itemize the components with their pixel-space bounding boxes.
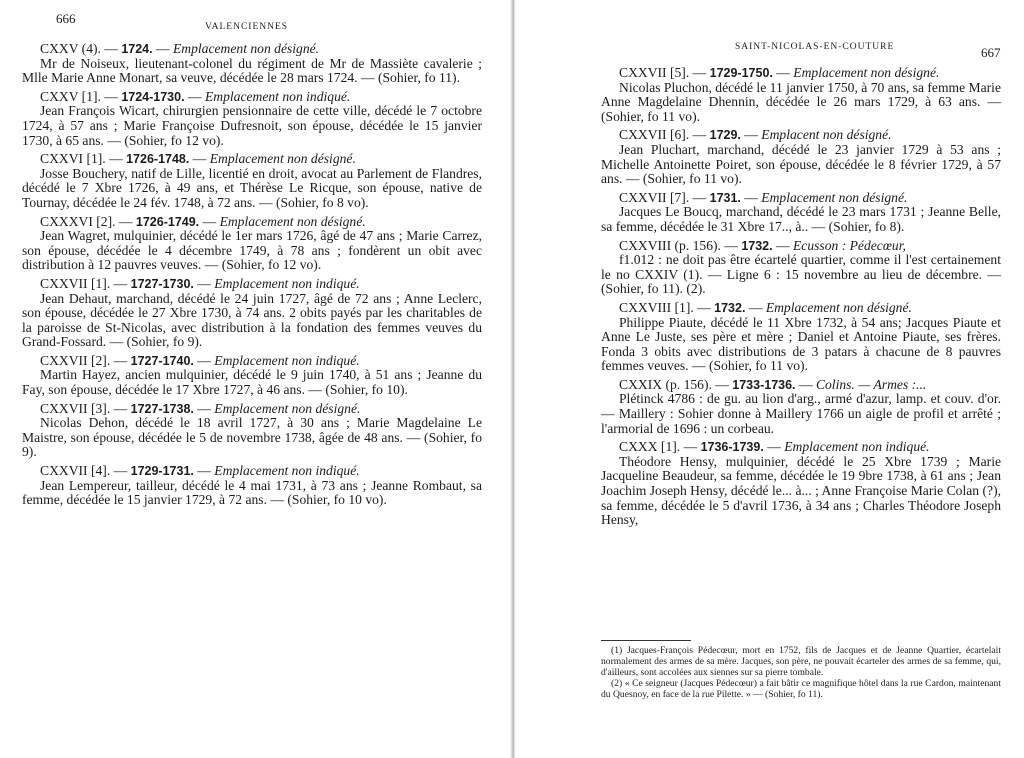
entry-ref: CXXVII [3]. bbox=[40, 400, 111, 416]
entry-date: 1727-1730. bbox=[130, 276, 194, 291]
entry-ref: CXXVI [1]. bbox=[40, 151, 106, 167]
entry-ref: CXXXVI [2]. bbox=[40, 213, 116, 229]
entry: CXXIX (p. 156). — 1733-1736. — Colins. — Armes :... Plétinck 4786 : de gu. au lion d'arg., armé d'azur, lamp. et couv. d'or. — Maillery : Sohier donne à Maillery 1766 un aigle de profil et arrêté ; l'armorial de 1696 : un corbeau. bbox=[601, 376, 1001, 436]
entry: CXXVII [4]. — 1729-1731. — Emplacement non indiqué. Jean Lempereur, tailleur, décédé le 4 mai 1731, à 73 ans ; Jeanne Rombaut, sa femme, décédée le 15 janvier 1729, à 72 ans. — (Sohier, fo 10 vo). bbox=[22, 463, 482, 508]
entry-date: 1729. bbox=[709, 128, 741, 143]
entry-text: Plétinck 4786 : de gu. au lion d'arg., armé d'azur, lamp. et couv. d'or. — Maillery : Sohier donne à Maillery 1766 un aigle de profil et arrêté ; l'armorial de 1696 : un corbeau. bbox=[601, 391, 1001, 436]
entry: CXXV (4). — 1724. — Emplacement non désigné. Mr de Noiseux, lieutenant-colonel du régiment de Mr de Massiète cavalerie ; Mlle Marie Anne Monart, sa veuve, décédée le 28 mars 1724. — (Sohier, fo 11). bbox=[22, 41, 482, 86]
entry-date: 1726-1748. bbox=[126, 152, 190, 167]
entry-date: 1727-1740. bbox=[130, 353, 194, 368]
entry-ref: CXXVII [6]. bbox=[619, 127, 690, 143]
entry-date: 1731. bbox=[709, 190, 741, 205]
footnote-rule bbox=[601, 640, 691, 641]
entry-list bbox=[22, 42, 482, 512]
entry-date: 1727-1738. bbox=[130, 401, 194, 416]
entry-text: Jean Lempereur, tailleur, décédé le 4 mai 1731, à 73 ans ; Jeanne Rombaut, sa femme, décédée le 15 janvier 1729, à 72 ans. — (Sohier, fo 10 vo). bbox=[22, 477, 482, 508]
entry-text: Mr de Noiseux, lieutenant-colonel du régiment de Mr de Massiète cavalerie ; Mlle Marie Anne Monart, sa veuve, décédée le 28 mars 1724. — (Sohier, fo 11). bbox=[22, 55, 482, 86]
entry: CXXVII [5]. — 1729-1750. — Emplacement non désigné. Nicolas Pluchon, décédé le 11 janvier 1750, à 70 ans, sa femme Marie Anne Magdelaine Dhennin, décédée le 26 mars 1729, à 63 ans. — (Sohier, fo 11 vo). bbox=[601, 65, 1001, 124]
entry-location: Emplacement non indiqué. bbox=[214, 463, 360, 479]
entry: CXXVIII [1]. — 1732. — Emplacement non désigné. Philippe Piaute, décédé le 11 Xbre 1732, à 54 ans; Jacques Piaute et Anne Le Juste, ses père et mère ; Daniel et Antoine Piaute, ses frères. Fonda 3 obits avec distributions de 3 patars à chacune de 8 pauvres femmes veuves. — (Sohier, fo 11 vo). bbox=[601, 299, 1001, 374]
entry-date: 1724-1730. bbox=[121, 89, 185, 104]
entry-text: Jean Wagret, mulquinier, décédé le 1er mars 1726, âgé de 47 ans ; Marie Carrez, son épouse, décédée le 4 décembre 1749, à 78 ans ; fondèrent un obit avec distribution à 12 pauvres veuves. — (Sohier, fo 12 vo). bbox=[22, 228, 482, 273]
entry-text: Philippe Piaute, décédé le 11 Xbre 1732, à 54 ans; Jacques Piaute et Anne Le Juste, ses père et mère ; Daniel et Antoine Piaute, ses frères. Fonda 3 obits avec distributions de 3 patars à chacune de 8 pauvres femmes veuves. — (Sohier, fo 11 vo). bbox=[601, 314, 1001, 374]
entry-location: Emplacement non indiqué. bbox=[784, 439, 930, 455]
entry-date: 1729-1731. bbox=[130, 464, 194, 479]
entry-text: Nicolas Dehon, décédé le 18 avril 1727, à 30 ans ; Marie Magdelaine Le Maistre, son épouse, décédée le 5 de novembre 1738, âgée de 48 ans. — (Sohier, fo 9). bbox=[22, 415, 482, 460]
footnote: (1) Jacques-François Pédecœur, mort en 1752, fils de Jacques et de Jeanne Quartier, écartelait normalement des armes de sa mère. Jacques, son père, ne pouvait écarteler des armes de sa femme, qui, d'ailleurs, sont accolées aux siennes sur sa pierre tombale. bbox=[601, 645, 1001, 678]
entry-text: Jean Dehaut, marchand, décédé le 24 juin 1727, âgé de 72 ans ; Anne Leclerc, son épouse, décédée le 27 Xbre 1730, à 74 ans. 2 obits payés par les charitables de la paroisse de St-Nicolas, avec distribution à la fondation des femmes veuves du Grand-Fossard. — (Sohier, fo 9). bbox=[22, 290, 482, 350]
entry: CXXX [1]. — 1736-1739. — Emplacement non indiqué. Théodore Hensy, mulquinier, décédé le 25 Xbre 1739 ; Marie Jacqueline Beaudeur, sa femme, décédée le 19 9bre 1738, à 61 ans ; Jean Joachim Joseph Hensy, décédé le... à... ; Anne Françoise Marie Colan (?), sa femme, décédée le 5 d'avril 1736, à 34 ans ; Charles Théodore Joseph Hensy, bbox=[601, 439, 1001, 528]
entry-text: Jean Pluchart, marchand, décédé le 23 janvier 1729 à 53 ans ; Michelle Antoinette Poiret, son épouse, décédée le 8 février 1729, à 57 ans. — (Sohier, fo 11 vo). bbox=[601, 141, 1001, 187]
entry: CXXXVI [2]. — 1726-1749. — Emplacement non désigné. Jean Wagret, mulquinier, décédé le 1er mars 1726, âgé de 47 ans ; Marie Carrez, son épouse, décédée le 4 décembre 1749, à 78 ans ; fondèrent un obit avec distribution à 12 pauvres veuves. — (Sohier, fo 12 vo). bbox=[22, 213, 482, 273]
entry-date: 1726-1749. bbox=[135, 214, 200, 229]
entry: CXXV [1]. — 1724-1730. — Emplacement non indiqué. Jean François Wicart, chirurgien pensionnaire de cette ville, décédé le 7 octobre 1724, à 57 ans ; Marie Françoise Dufresnoit, son épouse, décédée le 15 janvier 1730, à 65 ans. — (Sohier, fo 12 vo). bbox=[22, 88, 482, 148]
footnotes bbox=[601, 640, 1001, 700]
entry-date: 1733-1736. bbox=[732, 377, 796, 392]
entry-text: Jean François Wicart, chirurgien pensionnaire de cette ville, décédé le 7 octobre 1724, à 57 ans ; Marie Françoise Dufresnoit, son épouse, décédée le 15 janvier 1730, à 65 ans. — (Sohier, fo 12 vo). bbox=[22, 103, 482, 148]
entry-ref: CXXVII [5]. bbox=[619, 65, 690, 80]
entry-location: Emplacement non désigné. bbox=[209, 151, 356, 167]
entry-location: Colins. — Armes :... bbox=[815, 376, 927, 392]
entry-location: Emplacement non désigné. bbox=[793, 65, 940, 80]
entry-ref: CXXVII [1]. bbox=[40, 275, 111, 291]
entry-location: Emplacement non désigné. bbox=[214, 400, 361, 416]
entry-ref: CXXV (4). bbox=[40, 41, 101, 56]
entry-location: Emplacent non désigné. bbox=[761, 127, 892, 143]
entry-location: Emplacement non désigné. bbox=[765, 299, 912, 315]
entry-ref: CXXIX (p. 156). bbox=[619, 376, 712, 392]
entry-location: Emplacement non désigné. bbox=[172, 41, 320, 56]
entry-location: Emplacement non indiqué. bbox=[214, 275, 360, 291]
entry-text: f1.012 : ne doit pas être écartelé quartier, comme il l'est certainement le no CXXIV (1). — Ligne 6 : 15 novembre au lieu de décembre. — (Sohier, fo 11). (2). bbox=[601, 252, 1001, 297]
running-head: VALENCIENNES bbox=[205, 22, 289, 32]
entry-location: Emplacement non indiqué. bbox=[204, 88, 351, 104]
entry-location: Emplacement non indiqué. bbox=[214, 352, 360, 368]
entry: CXXVII [3]. — 1727-1738. — Emplacement non désigné. Nicolas Dehon, décédé le 18 avril 1727, à 30 ans ; Marie Magdelaine Le Maistre, son épouse, décédée le 5 de novembre 1738, âgée de 48 ans. — (Sohier, fo 9). bbox=[22, 400, 482, 460]
entry-date: 1729-1750. bbox=[709, 66, 773, 80]
entry-list bbox=[601, 66, 1001, 532]
entry-location: Emplacement non désigné. bbox=[761, 189, 908, 205]
page-number: 666 bbox=[56, 11, 76, 26]
entry-text: Josse Bouchery, natif de Lille, licentié en droit, avocat au Parlement de Flandres, décédé le 7 Xbre 1726, à 49 ans, et Thérèse Le Ricque, son épouse, native de Tournay, décédée le 24 fév. 1748, à 72 ans. — (Sohier, fo 8 vo). bbox=[22, 165, 482, 210]
entry-location: Emplacement non désigné. bbox=[219, 213, 366, 229]
footnote-list bbox=[601, 645, 1001, 700]
entry: CXXVII [1]. — 1727-1730. — Emplacement non indiqué. Jean Dehaut, marchand, décédé le 24 juin 1727, âgé de 72 ans ; Anne Leclerc, son épouse, décédée le 27 Xbre 1730, à 74 ans. 2 obits payés par les charitables de la paroisse de St-Nicolas, avec distribution à la fondation des femmes veuves du Grand-Fossard. — (Sohier, fo 9). bbox=[22, 275, 482, 350]
entry-ref: CXXX [1]. bbox=[619, 439, 681, 455]
entry: CXXVII [2]. — 1727-1740. — Emplacement non indiqué. Martin Hayez, ancien mulquinier, décédé le 9 juin 1740, à 51 ans ; Jeanne du Fay, son épouse, décédée le 17 Xbre 1727, à 46 ans. — (Sohier, fo 10). bbox=[22, 352, 482, 398]
running-head: SAINT-NICOLAS-EN-COUTURE bbox=[735, 42, 895, 52]
entry-date: 1732. bbox=[714, 300, 746, 315]
entry-ref: CXXVII [2]. bbox=[40, 352, 111, 368]
entry-text: Théodore Hensy, mulquinier, décédé le 25 Xbre 1739 ; Marie Jacqueline Beaudeur, sa femme, décédée le 19 9bre 1738, à 61 ans ; Jean Joachim Joseph Hensy, décédé le... à... ; Anne Françoise Marie Colan (?), sa femme, décédée le 5 d'avril 1736, à 34 ans ; Charles Théodore Joseph Hensy, bbox=[601, 453, 1001, 528]
right-page bbox=[515, 0, 1024, 758]
entry-text: Martin Hayez, ancien mulquinier, décédé le 9 juin 1740, à 51 ans ; Jeanne du Fay, son épouse, décédée le 17 Xbre 1727, à 46 ans. — (Sohier, fo 10). bbox=[22, 367, 482, 398]
entry: CXXVII [7]. — 1731. — Emplacement non désigné. Jacques Le Boucq, marchand, décédé le 23 mars 1731 ; Jeanne Belle, sa femme, décédée le 31 Xbre 17.., à.. — (Sohier, fo 8). bbox=[601, 189, 1001, 234]
entry: CXXVI [1]. — 1726-1748. — Emplacement non désigné. Josse Bouchery, natif de Lille, licentié en droit, avocat au Parlement de Flandres, décédé le 7 Xbre 1726, à 49 ans, et Thérèse Le Ricque, son épouse, native de Tournay, décédée le 24 fév. 1748, à 72 ans. — (Sohier, fo 8 vo). bbox=[22, 151, 482, 210]
entry-date: 1732. bbox=[741, 238, 773, 253]
entry-ref: CXXVIII (p. 156). bbox=[619, 237, 721, 253]
entry-text: Jacques Le Boucq, marchand, décédé le 23 mars 1731 ; Jeanne Belle, sa femme, décédée le 31 Xbre 17.., à.. — (Sohier, fo 8). bbox=[601, 204, 1001, 234]
entry-ref: CXXVII [7]. bbox=[619, 189, 690, 205]
entry-ref: CXXV [1]. bbox=[40, 88, 101, 104]
entry: CXXVII [6]. — 1729. — Emplacent non désigné. Jean Pluchart, marchand, décédé le 23 janvier 1729 à 53 ans ; Michelle Antoinette Poiret, son épouse, décédée le 8 février 1729, à 57 ans. — (Sohier, fo 11 vo). bbox=[601, 127, 1001, 187]
entry-text: Nicolas Pluchon, décédé le 11 janvier 1750, à 70 ans, sa femme Marie Anne Magdelaine Dhennin, décédée le 26 mars 1729, à 63 ans. — (Sohier, fo 11 vo). bbox=[601, 79, 1001, 124]
entry-ref: CXXVIII [1]. bbox=[619, 299, 694, 315]
entry-date: 1736-1739. bbox=[700, 440, 764, 455]
entry-date: 1724. bbox=[121, 42, 153, 56]
entry-location: Ecusson : Pédecœur, bbox=[793, 237, 906, 253]
page-number: 667 bbox=[981, 45, 1001, 60]
entry-ref: CXXVII [4]. bbox=[40, 463, 111, 479]
entry: CXXVIII (p. 156). — 1732. — Ecusson : Pédecœur, f1.012 : ne doit pas être écartelé quartier, comme il l'est certainement le no CXXIV (1). — Ligne 6 : 15 novembre au lieu de décembre. — (Sohier, fo 11). (2). bbox=[601, 237, 1001, 297]
footnote: (2) « Ce seigneur (Jacques Pédecœur) a fait bâtir ce magnifique hôtel dans la rue Cardon, maintenant du Quesnoy, en face de la rue Pilette. » — (Sohier, fo 11). bbox=[601, 678, 1001, 700]
